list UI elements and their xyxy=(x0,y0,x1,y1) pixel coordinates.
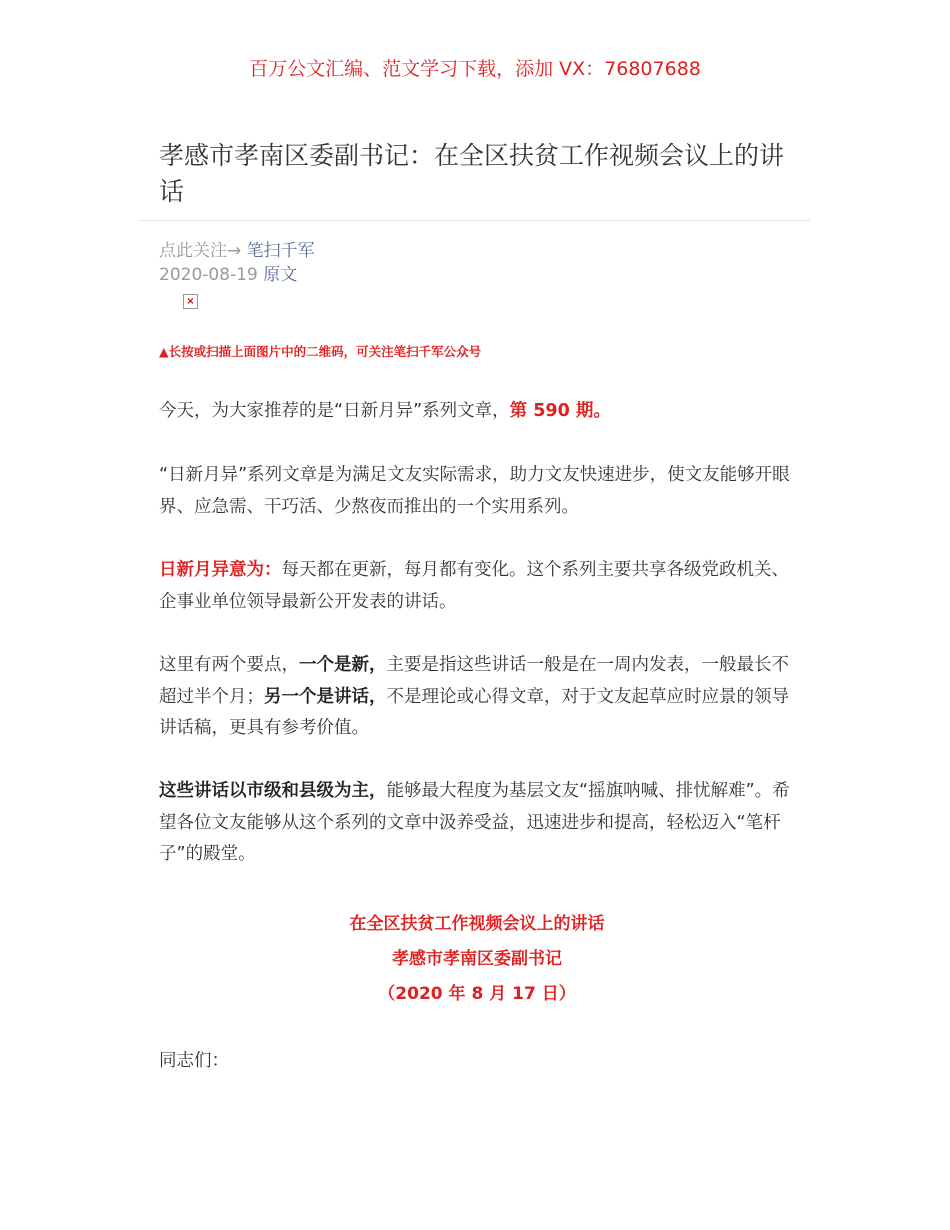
broken-image-icon: × xyxy=(183,294,198,309)
promo-banner: 百万公文汇编、范文学习下载，添加 VX：76807688 xyxy=(249,58,701,80)
issue-number: 第 590 期。 xyxy=(509,401,611,421)
qr-notice: ▲长按或扫描上面图片中的二维码，可关注笔扫千军公众号 xyxy=(159,344,482,359)
speech-greeting: 同志们： xyxy=(159,1051,229,1071)
p5-text: 能够最大程度为基层文友“摇旗呐喊、排忧解难”。希望各位文友能够从这个系列的文章中汲养受益，迅速进步和提高，轻松迈入“笔杆子”的殿堂。 xyxy=(159,781,790,864)
publish-date: 2020-08-19 xyxy=(159,265,264,285)
p4-part-c: 主要是指这些讲话一般是在一周内发表，一般最长不超过半个月； xyxy=(159,655,789,707)
follow-line xyxy=(159,239,315,263)
account-name-link[interactable]: 笔扫千军 xyxy=(246,241,315,261)
series-meaning-label: 日新月异意为： xyxy=(159,560,282,580)
speech-date: （2020 年 8 月 17 日） xyxy=(378,984,576,1004)
intro-paragraph-2: “日新月异”系列文章是为满足文友实际需求，助力文友快速进步，使文友能够开眼界、应急需、干巧活、少熬夜而推出的一个实用系列。 xyxy=(159,465,790,517)
intro-paragraph-5 xyxy=(159,776,795,871)
p4-point-speech: 另一个是讲话， xyxy=(264,686,387,707)
intro-paragraph-1 xyxy=(159,396,795,428)
intro-p1-text: 今天，为大家推荐的是“日新月异”系列文章， xyxy=(159,401,510,421)
intro-paragraph-3 xyxy=(159,555,795,618)
p4-part-e: 不是理论或心得文章，对于文友起草应时应景的领导讲话稿，更具有参考价值。 xyxy=(159,686,789,738)
p4-point-new: 一个是新， xyxy=(299,655,387,675)
follow-prefix: 点此关注→ xyxy=(159,241,247,261)
speech-heading: 在全区扶贫工作视频会议上的讲话 xyxy=(349,914,605,934)
date-line xyxy=(159,263,297,287)
p4-part-a: 这里有两个要点， xyxy=(159,655,299,675)
speech-speaker: 孝感市孝南区委副书记 xyxy=(392,949,562,969)
original-link[interactable]: 原文 xyxy=(263,265,298,285)
series-meaning-text: 每天都在更新，每月都有变化。这个系列主要共享各级党政机关、企事业单位领导最新公开发表的讲话。 xyxy=(159,560,789,612)
title-divider xyxy=(140,220,810,221)
p5-bold-lead: 这些讲话以市级和县级为主， xyxy=(159,781,387,801)
article-title: 孝感市孝南区委副书记：在全区扶贫工作视频会议上的讲话 xyxy=(159,141,785,206)
intro-paragraph-4 xyxy=(159,650,795,745)
